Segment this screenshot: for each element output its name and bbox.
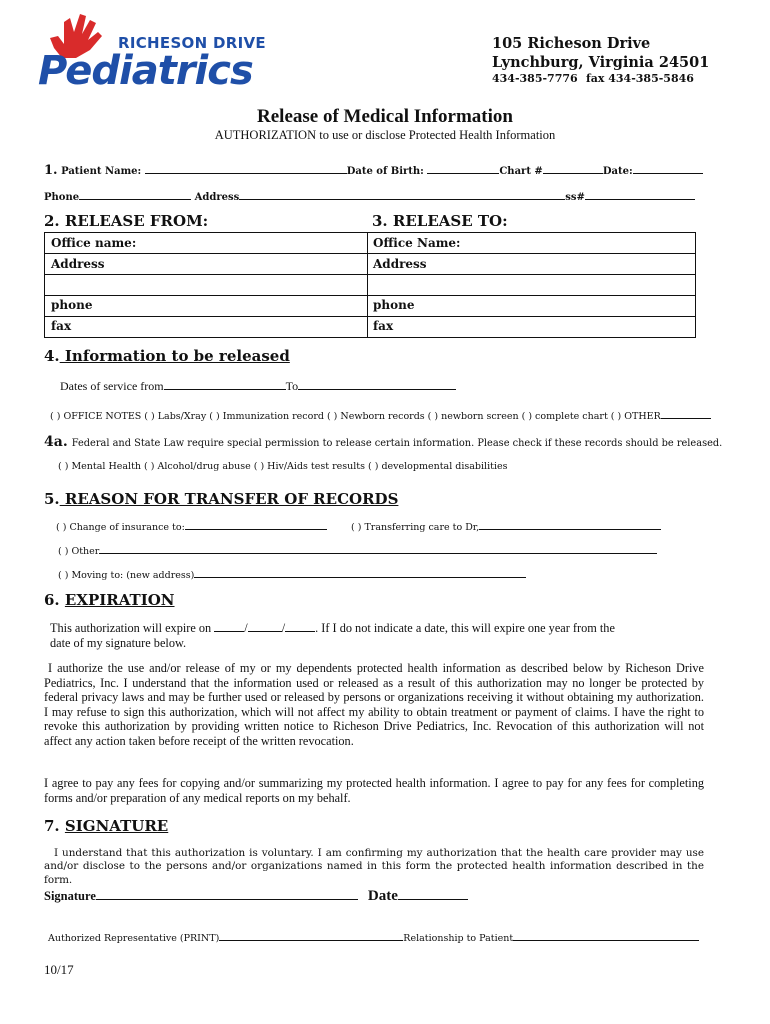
patient-name-field[interactable] — [145, 163, 347, 174]
to-address-field[interactable]: Address — [373, 257, 427, 271]
dob-field[interactable] — [427, 163, 499, 174]
signature-statement: I understand that this authorization is voluntary. I am confirming my authorization that the health care provider may use and/or disclose to the persons and/or organizations named in this form the protected health information described in the form. — [44, 847, 704, 886]
other-field[interactable] — [661, 408, 711, 419]
insurance-change-option[interactable] — [56, 519, 327, 533]
dob-label: Date of Birth: — [346, 166, 424, 177]
dates-of-service-row — [60, 379, 456, 394]
expire-month-field[interactable] — [214, 621, 244, 632]
table-rule — [45, 295, 695, 296]
representative-label: Authorized Representative (PRINT) — [48, 933, 220, 944]
section6-heading — [44, 591, 175, 609]
insurance-change-label: ( ) Change of insurance to: — [56, 522, 185, 533]
section-number: 7. — [44, 817, 60, 835]
signature-date-field[interactable] — [398, 889, 468, 900]
other-reason-option[interactable] — [58, 543, 657, 557]
logo-top-text: RICHESON DRIVE — [118, 34, 266, 52]
from-address-field[interactable]: Address — [51, 257, 105, 271]
section6-title: EXPIRATION — [64, 591, 175, 609]
moving-option[interactable] — [58, 567, 526, 581]
section4-title: Information to be released — [59, 347, 290, 365]
insurance-change-field[interactable] — [185, 519, 327, 530]
other-reason-field[interactable] — [99, 543, 657, 554]
relationship-label: Relationship to Patient — [403, 933, 514, 944]
section-number: 4. — [44, 347, 60, 365]
release-table — [44, 232, 696, 338]
fax-number: fax 434-385-5846 — [586, 72, 694, 85]
expiration-line1: This authorization will expire on / / . If I do not indicate a date, this will expire one year from the — [50, 621, 615, 635]
phone-field[interactable] — [79, 189, 191, 200]
signature-field[interactable] — [96, 889, 358, 900]
section4a-text: Federal and State Law require special permission to release certain information. Please check if these records should be released. — [71, 438, 723, 449]
section-number: 5. — [44, 490, 60, 508]
chart-label: Chart # — [499, 166, 543, 177]
section7-heading — [44, 817, 168, 835]
chart-field[interactable] — [543, 163, 603, 174]
signature-row — [44, 887, 468, 905]
section4-heading — [44, 347, 290, 365]
section-number: 4a. — [44, 434, 68, 450]
signature-label: Signature — [44, 889, 96, 903]
from-office-field[interactable]: Office name: — [51, 236, 137, 250]
table-rule — [45, 253, 695, 254]
address-line1: 105 Richeson Drive — [492, 35, 651, 52]
expiration-text-cont: . If I do not indicate a date, this will expire one year from the — [315, 621, 615, 635]
section-number: 6. — [44, 591, 60, 609]
transferring-care-label: ( ) Transferring care to Dr, — [351, 522, 480, 533]
moving-field[interactable] — [194, 567, 526, 578]
dates-from-field[interactable] — [164, 379, 286, 390]
records-options[interactable] — [50, 408, 711, 422]
other-reason-label: ( ) Other — [58, 546, 100, 557]
dates-to-field[interactable] — [298, 379, 456, 390]
special-records-options[interactable]: ( ) Mental Health ( ) Alcohol/drug abuse ( ) Hiv/Aids test results ( ) developmental disabilities — [58, 461, 508, 472]
from-phone-field[interactable]: phone — [51, 298, 93, 312]
transferring-care-field[interactable] — [479, 519, 661, 530]
table-rule — [45, 316, 695, 317]
to-office-field[interactable]: Office Name: — [373, 236, 461, 250]
section5-title: REASON FOR TRANSFER OF RECORDS — [59, 490, 399, 508]
records-options-text: ( ) OFFICE NOTES ( ) Labs/Xray ( ) Immunization record ( ) Newborn records ( ) newborn screen ( ) complete chart ( ) OTHER — [50, 411, 661, 422]
ss-field[interactable] — [585, 189, 695, 200]
fees-paragraph: I agree to pay any fees for copying and/or summarizing my protected health information. I agree to pay for any fees for completing forms and/or preparation of any medical reports on my behalf. — [44, 776, 704, 805]
patient-info-row1 — [44, 163, 703, 178]
address-line2: Lynchburg, Virginia 24501 — [492, 54, 710, 71]
authorization-paragraph: I authorize the use and/or release of my or my dependents protected health information as described below by Richeson Drive Pediatrics, Inc. I understand that the information used or released as a result of this authorization may no longer be protected by federal privacy laws and may be further used or released by persons or organizations receiving it without obtaining my authorization. I may refuse to sign this authorization, which will not affect my ability to obtain treatment or payment of claims. I have the right to revoke this authorization by providing written notice to Richeson Drive Pediatrics, Inc. Revocation of this authorization will not affect any action taken before receipt of the written revocation. — [44, 661, 704, 748]
release-from-heading: 2. RELEASE FROM: — [44, 212, 209, 230]
relationship-field[interactable] — [513, 930, 699, 941]
page-subtitle: AUTHORIZATION to use or disclose Protected Health Information — [214, 128, 556, 142]
expiration-text: This authorization will expire on — [50, 621, 212, 635]
patient-info-row2 — [44, 189, 695, 203]
representative-field[interactable] — [219, 930, 403, 941]
address-label: Address — [194, 192, 240, 203]
transferring-care-option[interactable] — [351, 519, 661, 533]
address-field[interactable] — [239, 189, 565, 200]
expire-year-field[interactable] — [285, 621, 315, 632]
representative-row — [48, 930, 699, 944]
logo-main-text: Pediatrics — [38, 48, 253, 94]
date-field[interactable] — [633, 163, 703, 174]
release-to-heading: 3. RELEASE TO: — [372, 212, 508, 230]
to-phone-field[interactable]: phone — [373, 298, 415, 312]
dates-to-label: To — [285, 379, 299, 393]
from-fax-field[interactable]: fax — [51, 319, 72, 333]
table-rule — [45, 274, 695, 275]
date-label: Date: — [602, 166, 633, 177]
moving-label: ( ) Moving to: (new address) — [58, 570, 195, 581]
patient-name-label: Patient Name: — [61, 166, 142, 177]
phone-number: 434-385-7776 — [492, 72, 578, 85]
section7-title: SIGNATURE — [64, 817, 169, 835]
form-version: 10/17 — [44, 962, 74, 977]
section5-heading — [44, 490, 398, 508]
expiration-line2: date of my signature below. — [50, 636, 187, 650]
section4a-row — [44, 433, 722, 451]
dates-from-label: Dates of service from — [60, 379, 164, 393]
section-number: 1. — [44, 163, 58, 178]
ss-label: ss# — [565, 192, 585, 203]
to-fax-field[interactable]: fax — [373, 319, 394, 333]
expire-day-field[interactable] — [248, 621, 282, 632]
page-title: Release of Medical Information — [257, 106, 513, 127]
signature-date-label: Date — [367, 888, 398, 904]
practice-logo — [36, 12, 266, 94]
table-divider — [367, 233, 368, 337]
phone-label: Phone — [44, 192, 80, 203]
